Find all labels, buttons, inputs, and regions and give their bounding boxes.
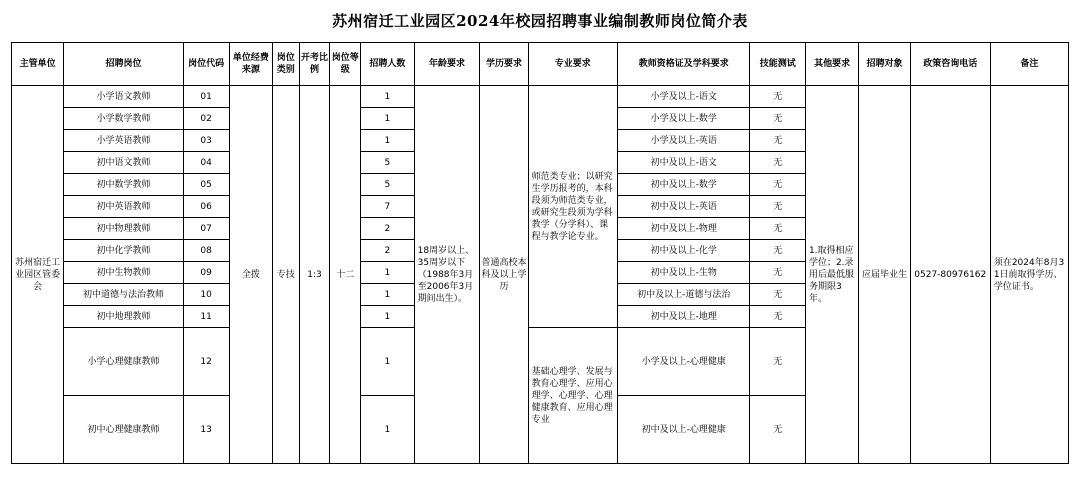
header-funding: 单位经费来源 [229,43,272,86]
skill-cell: 无 [750,152,805,174]
position-cell: 初中生物教师 [64,262,183,284]
cert-cell: 初中及以上-地理 [617,306,750,328]
skill-cell: 无 [750,218,805,240]
code-cell: 01 [183,86,229,108]
header-age: 年龄要求 [414,43,480,86]
header-category: 岗位类别 [272,43,299,86]
cert-cell: 小学及以上-心理健康 [617,328,750,396]
age-cell: 18周岁以上、35周岁以下（1988年3月至2006年3月期间出生）。 [414,86,480,464]
header-code: 岗位代码 [183,43,229,86]
count-cell: 1 [361,328,414,396]
skill-cell: 无 [750,86,805,108]
table-row [12,86,1069,108]
dept-cell: 苏州宿迁工业园区管委会 [12,86,64,464]
code-cell: 09 [183,262,229,284]
count-cell: 5 [361,174,414,196]
level-cell: 十二 [330,86,361,464]
education-cell: 普通高校本科及以上学历 [480,86,528,464]
position-cell: 小学语文教师 [64,86,183,108]
cert-cell: 初中及以上-化学 [617,240,750,262]
position-cell: 小学心理健康教师 [64,328,183,396]
position-cell: 初中道德与法治教师 [64,284,183,306]
position-cell: 小学英语教师 [64,130,183,152]
code-cell: 13 [183,396,229,464]
count-cell: 2 [361,218,414,240]
skill-cell: 无 [750,328,805,396]
table-header-row [12,43,1069,86]
category-cell: 专技 [272,86,299,464]
code-cell: 08 [183,240,229,262]
header-other: 其他要求 [805,43,858,86]
position-cell: 初中数学教师 [64,174,183,196]
note-cell: 须在2024年8月31日前取得学历、学位证书。 [990,86,1068,464]
header-phone: 政策咨询电话 [910,43,990,86]
skill-cell: 无 [750,262,805,284]
count-cell: 1 [361,86,414,108]
cert-cell: 小学及以上-语文 [617,86,750,108]
cert-cell: 初中及以上-数学 [617,174,750,196]
header-target: 招聘对象 [859,43,910,86]
code-cell: 12 [183,328,229,396]
cert-cell: 初中及以上-道德与法治 [617,284,750,306]
cert-cell: 初中及以上-生物 [617,262,750,284]
code-cell: 10 [183,284,229,306]
position-cell: 小学数学教师 [64,108,183,130]
header-ratio: 开考比例 [299,43,330,86]
header-cert: 教师资格证及学科要求 [617,43,750,86]
header-skill: 技能测试 [750,43,805,86]
header-major: 专业要求 [528,43,617,86]
position-cell: 初中英语教师 [64,196,183,218]
other-cell: 1.取得相应学位；2.录用后最低服务期限3年。 [805,86,858,464]
positions-table [11,42,1069,464]
count-cell: 1 [361,306,414,328]
skill-cell: 无 [750,130,805,152]
code-cell: 11 [183,306,229,328]
skill-cell: 无 [750,196,805,218]
count-cell: 5 [361,152,414,174]
position-cell: 初中物理教师 [64,218,183,240]
skill-cell: 无 [750,396,805,464]
skill-cell: 无 [750,284,805,306]
cert-cell: 小学及以上-数学 [617,108,750,130]
code-cell: 06 [183,196,229,218]
code-cell: 02 [183,108,229,130]
position-cell: 初中化学教师 [64,240,183,262]
code-cell: 07 [183,218,229,240]
cert-cell: 初中及以上-英语 [617,196,750,218]
count-cell: 1 [361,396,414,464]
header-dept: 主管单位 [12,43,64,86]
major-cell-general: 师范类专业；以研究生学历报考的，本科段须为师范类专业，或研究生段须为学科教学（分学科）、课程与教学论专业。 [528,86,617,328]
cert-cell: 小学及以上-英语 [617,130,750,152]
skill-cell: 无 [750,306,805,328]
cert-cell: 初中及以上-语文 [617,152,750,174]
target-cell: 应届毕业生 [859,86,910,464]
count-cell: 1 [361,284,414,306]
header-level: 岗位等级 [330,43,361,86]
count-cell: 1 [361,108,414,130]
header-count: 招聘人数 [361,43,414,86]
code-cell: 04 [183,152,229,174]
code-cell: 03 [183,130,229,152]
cert-cell: 初中及以上-物理 [617,218,750,240]
code-cell: 05 [183,174,229,196]
page-title: 苏州宿迁工业园区2024年校园招聘事业编制教师岗位简介表 [332,12,748,30]
header-note: 备注 [990,43,1068,86]
count-cell: 7 [361,196,414,218]
major-cell-psychology: 基础心理学、发展与教育心理学、应用心理学、心理学、心理健康教育、应用心理专业 [528,328,617,464]
skill-cell: 无 [750,108,805,130]
count-cell: 1 [361,130,414,152]
position-cell: 初中语文教师 [64,152,183,174]
phone-cell: 0527-80976162 [910,86,990,464]
funding-cell: 全拨 [229,86,272,464]
ratio-cell: 1:3 [299,86,330,464]
skill-cell: 无 [750,240,805,262]
count-cell: 1 [361,262,414,284]
skill-cell: 无 [750,174,805,196]
count-cell: 2 [361,240,414,262]
position-cell: 初中心理健康教师 [64,396,183,464]
header-education: 学历要求 [480,43,528,86]
cert-cell: 初中及以上-心理健康 [617,396,750,464]
header-position: 招聘岗位 [64,43,183,86]
position-cell: 初中地理教师 [64,306,183,328]
